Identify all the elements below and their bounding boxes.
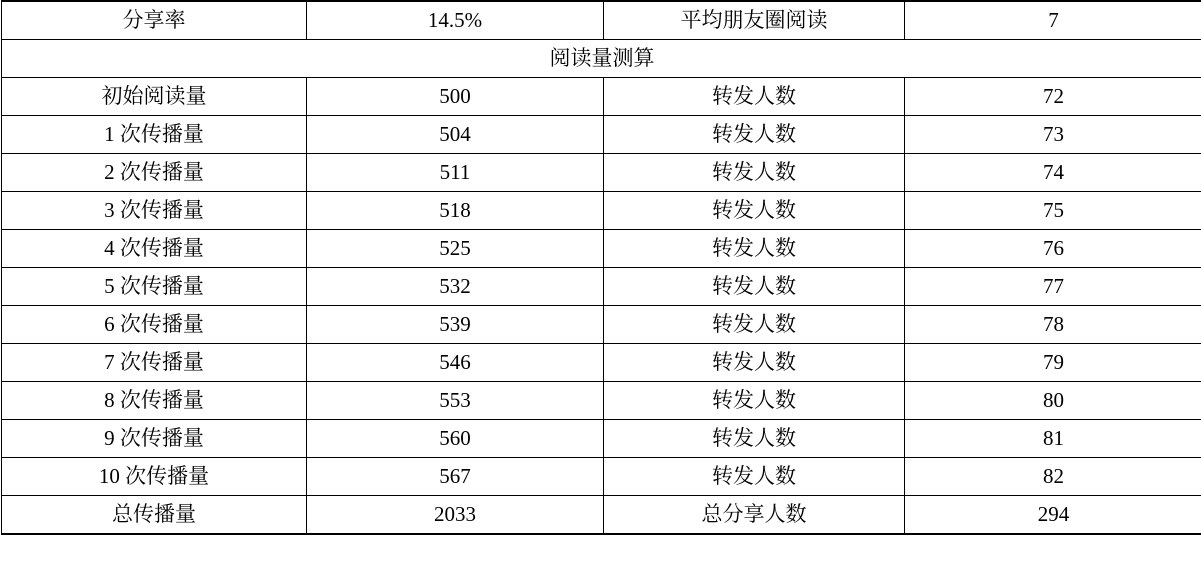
row-value-2: 74 [905,154,1201,192]
table-row [2,192,1201,230]
total-label: 总传播量 [2,496,307,535]
row-label-2: 转发人数 [604,382,905,420]
table-row [2,458,1201,496]
table-row [2,230,1201,268]
row-label: 9 次传播量 [2,420,307,458]
row-label: 初始阅读量 [2,78,307,116]
share-rate-label: 分享率 [2,1,307,40]
section-title: 阅读量测算 [2,40,1201,78]
row-value: 511 [307,154,604,192]
row-label-2: 转发人数 [604,420,905,458]
table-row-section-title [2,40,1201,78]
row-value: 539 [307,306,604,344]
row-label: 7 次传播量 [2,344,307,382]
row-label-2: 转发人数 [604,458,905,496]
table-row [2,306,1201,344]
total-share-label: 总分享人数 [604,496,905,535]
row-label-2: 转发人数 [604,230,905,268]
table-row [2,344,1201,382]
row-value-2: 80 [905,382,1201,420]
row-label: 1 次传播量 [2,116,307,154]
table-row [2,268,1201,306]
table-row [2,154,1201,192]
row-value-2: 79 [905,344,1201,382]
row-value-2: 76 [905,230,1201,268]
table-row [2,116,1201,154]
row-label: 2 次传播量 [2,154,307,192]
row-label: 8 次传播量 [2,382,307,420]
row-value-2: 77 [905,268,1201,306]
row-label-2: 转发人数 [604,344,905,382]
row-value: 546 [307,344,604,382]
row-value: 518 [307,192,604,230]
table-row [2,78,1201,116]
table-row [2,420,1201,458]
avg-moments-reading-value: 7 [905,1,1201,40]
table-body [2,1,1201,534]
share-rate-value: 14.5% [307,1,604,40]
row-label: 3 次传播量 [2,192,307,230]
row-value: 532 [307,268,604,306]
total-share-value: 294 [905,496,1201,535]
table-row-share-rate [2,1,1201,40]
row-value-2: 73 [905,116,1201,154]
row-value-2: 81 [905,420,1201,458]
table-row [2,382,1201,420]
row-value: 567 [307,458,604,496]
row-value: 525 [307,230,604,268]
row-label-2: 转发人数 [604,154,905,192]
row-label-2: 转发人数 [604,192,905,230]
avg-moments-reading-label: 平均朋友圈阅读 [604,1,905,40]
row-value: 500 [307,78,604,116]
row-label-2: 转发人数 [604,306,905,344]
row-value-2: 78 [905,306,1201,344]
row-label: 5 次传播量 [2,268,307,306]
row-label: 10 次传播量 [2,458,307,496]
row-value-2: 72 [905,78,1201,116]
row-label-2: 转发人数 [604,268,905,306]
row-label: 6 次传播量 [2,306,307,344]
row-value: 504 [307,116,604,154]
reading-volume-table [1,0,1201,535]
table-row-total [2,496,1201,535]
row-value: 553 [307,382,604,420]
row-label: 4 次传播量 [2,230,307,268]
row-value-2: 82 [905,458,1201,496]
row-label-2: 转发人数 [604,116,905,154]
row-value-2: 75 [905,192,1201,230]
row-label-2: 转发人数 [604,78,905,116]
total-value: 2033 [307,496,604,535]
row-value: 560 [307,420,604,458]
